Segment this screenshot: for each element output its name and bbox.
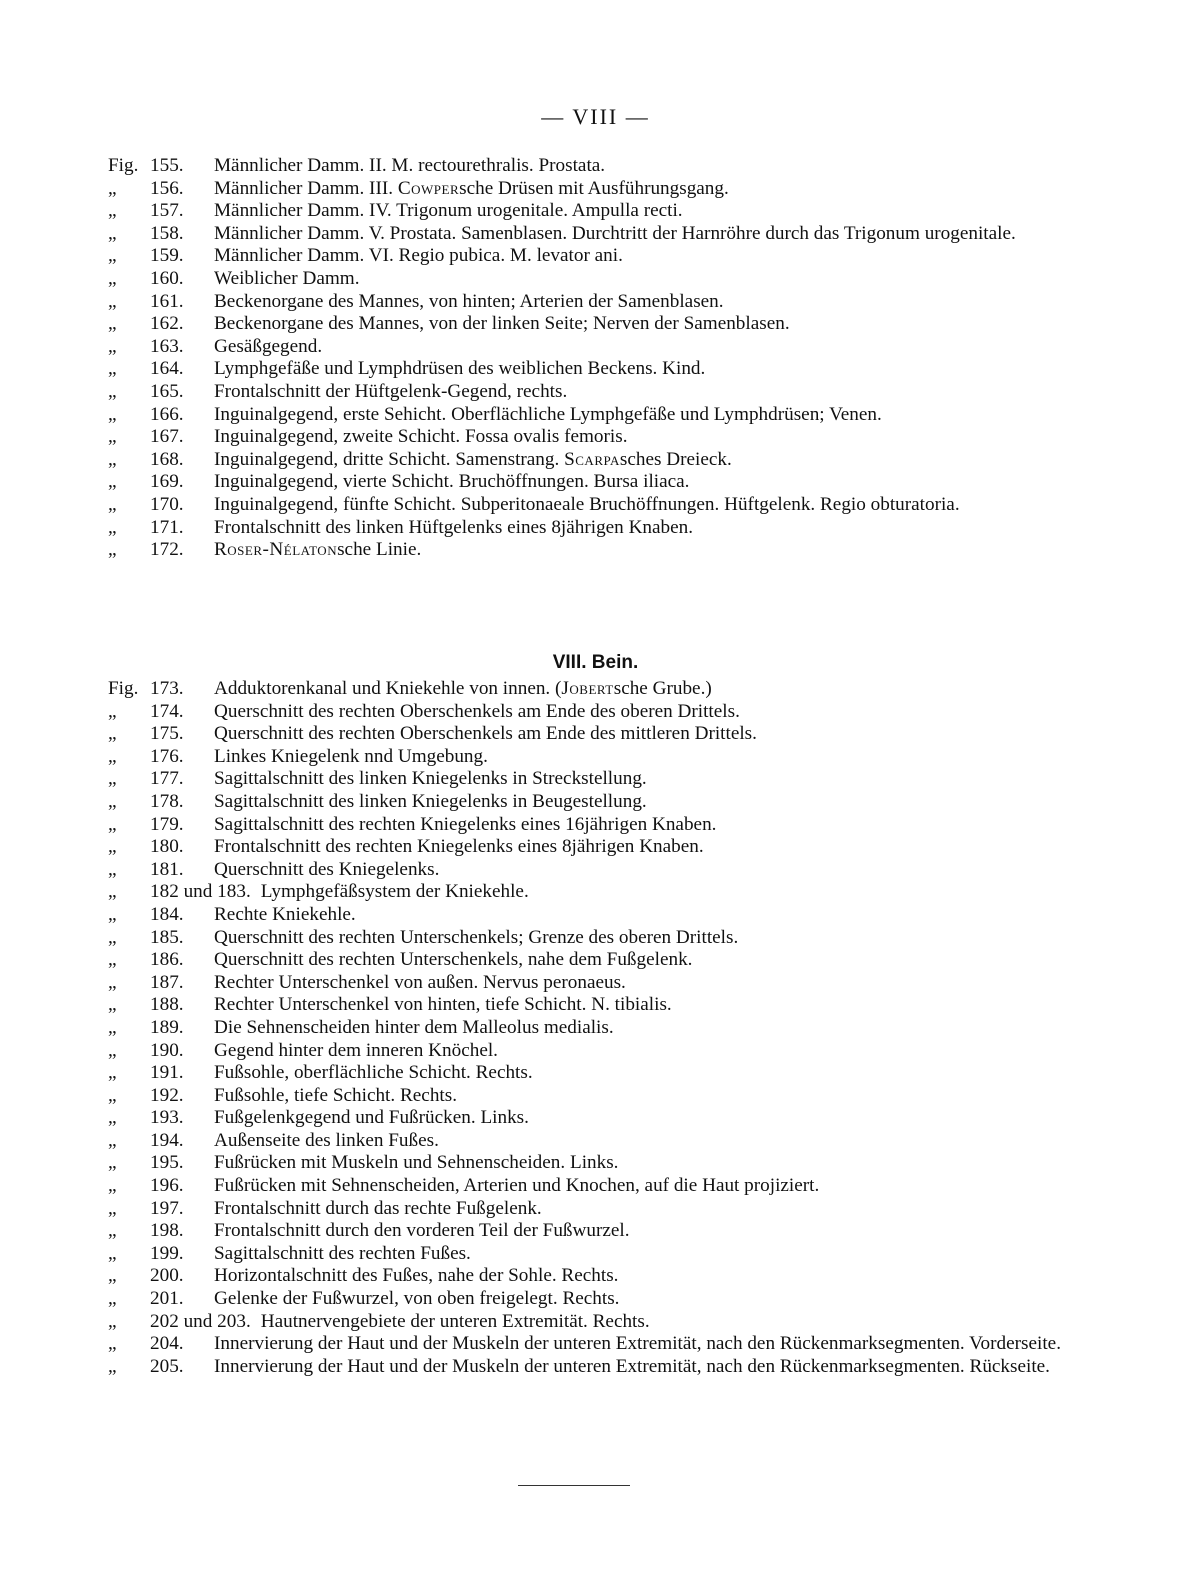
figure-caption: Frontalschnitt des linken Hüftgelenks eines 8jährigen Knaben.	[214, 516, 694, 538]
figure-prefix: „	[108, 1310, 117, 1332]
figure-number: 175.	[150, 723, 184, 745]
figure-number: 193.	[150, 1107, 184, 1129]
figure-entry	[108, 1243, 1068, 1266]
figure-prefix: „	[108, 1084, 117, 1106]
figure-number: 194.	[150, 1129, 184, 1151]
figure-caption: Die Sehnenscheiden hinter dem Malleolus medialis.	[214, 1016, 614, 1038]
figure-number: 201.	[150, 1288, 184, 1310]
figure-entry	[108, 517, 1068, 540]
figure-number: 192.	[150, 1084, 184, 1106]
figure-number: 159.	[150, 245, 184, 267]
figure-entry	[108, 1333, 1068, 1356]
figure-caption: Sagittalschnitt des linken Kniegelenks in Streckstellung.	[214, 768, 647, 790]
figure-caption: Männlicher Damm. IV. Trigonum urogenitale. Ampulla recti.	[214, 200, 683, 222]
figure-entry	[108, 1288, 1068, 1311]
figure-number: 200.	[150, 1265, 184, 1287]
figure-entry	[108, 1130, 1068, 1153]
figure-caption: Männlicher Damm. V. Prostata. Samenblasen. Durchtritt der Harnröhre durch das Trigonum urogenitale.	[214, 222, 1016, 244]
figure-caption: Linkes Kniegelenk nnd Umgebung.	[214, 745, 488, 767]
figure-number: 184.	[150, 903, 184, 925]
figure-prefix: „	[108, 926, 117, 948]
figure-number: 197.	[150, 1197, 184, 1219]
figure-number: 196.	[150, 1175, 184, 1197]
figure-prefix: „	[108, 949, 117, 971]
figure-entry	[108, 449, 1068, 472]
figure-caption: Inguinalgegend, erste Sehicht. Oberflächliche Lymphgefäße und Lymphdrüsen; Venen.	[214, 403, 882, 425]
figure-entry	[108, 1220, 1068, 1243]
figure-caption: Querschnitt des rechten Unterschenkels; Grenze des oberen Drittels.	[214, 926, 739, 948]
figure-entry	[108, 336, 1068, 359]
figure-entry	[108, 426, 1068, 449]
figure-caption: Fußrücken mit Sehnenscheiden, Arterien und Knochen, auf die Haut projiziert.	[214, 1175, 820, 1197]
figure-prefix: „	[108, 1129, 117, 1151]
figure-prefix: Fig.	[108, 155, 139, 176]
figure-number: 180.	[150, 836, 184, 858]
figure-caption: Sagittalschnitt des rechten Fußes.	[214, 1242, 471, 1264]
figure-number: 178.	[150, 790, 184, 812]
figure-entry	[108, 746, 1068, 769]
figure-number: 155.	[150, 155, 184, 176]
figure-caption: Frontalschnitt der Hüftgelenk-Gegend, rechts.	[214, 380, 568, 402]
figure-caption	[214, 539, 1068, 562]
figure-list-section-a	[108, 155, 1068, 562]
figure-number: 185.	[150, 926, 184, 948]
figure-entry	[108, 1040, 1068, 1063]
figure-caption: Lymphgefäßsystem der Kniekehle.	[260, 881, 529, 903]
figure-entry	[108, 836, 1068, 859]
figure-entry	[108, 223, 1068, 246]
author-name: Roser-Nélaton	[214, 539, 338, 561]
figure-caption: Rechter Unterschenkel von außen. Nervus peronaeus.	[214, 971, 626, 993]
figure-entry	[108, 155, 1068, 178]
figure-entry	[108, 881, 1068, 904]
figure-number: 167.	[150, 426, 184, 448]
figure-number: 204.	[150, 1333, 184, 1355]
figure-number: 195.	[150, 1152, 184, 1174]
figure-caption: Frontalschnitt durch das rechte Fußgelenk.	[214, 1197, 542, 1219]
figure-caption: Außenseite des linken Fußes.	[214, 1129, 439, 1151]
figure-entry	[108, 200, 1068, 223]
figure-prefix: „	[108, 1175, 117, 1197]
figure-entry	[108, 1062, 1068, 1085]
figure-caption: Gelenke der Fußwurzel, von oben freigelegt. Rechts.	[214, 1288, 620, 1310]
figure-number: 174.	[150, 700, 184, 722]
figure-entry	[108, 245, 1068, 268]
figure-caption: Innervierung der Haut und der Muskeln der unteren Extremität, nach den Rückenmarksegmenten. Vorderseite.	[214, 1333, 1061, 1355]
figure-entry	[108, 723, 1068, 746]
figure-number: 177.	[150, 768, 184, 790]
figure-prefix: „	[108, 1016, 117, 1038]
figure-prefix: „	[108, 380, 117, 402]
figure-prefix: „	[108, 245, 117, 267]
figure-entry	[108, 291, 1068, 314]
figure-entry	[108, 791, 1068, 814]
figure-caption: Horizontalschnitt des Fußes, nahe der Sohle. Rechts.	[214, 1265, 619, 1287]
figure-prefix: „	[108, 539, 117, 561]
figure-entry	[108, 678, 1068, 701]
figure-number: 191.	[150, 1062, 184, 1084]
figure-number: 173.	[150, 678, 184, 699]
figure-entry	[108, 904, 1068, 927]
figure-entry	[108, 949, 1068, 972]
figure-number: 172.	[150, 539, 184, 561]
figure-caption: Gegend hinter dem inneren Knöchel.	[214, 1039, 498, 1061]
figure-entry	[108, 994, 1068, 1017]
figure-prefix: „	[108, 1242, 117, 1264]
figure-number: 198.	[150, 1220, 184, 1242]
figure-entry	[108, 972, 1068, 995]
figure-prefix: „	[108, 493, 117, 515]
figure-number: 162.	[150, 313, 184, 335]
figure-caption: Sagittalschnitt des linken Kniegelenks in Beugestellung.	[214, 790, 647, 812]
figure-number: 160.	[150, 267, 184, 289]
figure-entry	[108, 1198, 1068, 1221]
figure-caption: Weiblicher Damm.	[214, 267, 360, 289]
figure-entry	[108, 859, 1068, 882]
figure-caption: Hautnervengebiete der unteren Extremität. Rechts.	[260, 1310, 650, 1332]
figure-entry	[108, 1265, 1068, 1288]
figure-prefix: „	[108, 700, 117, 722]
figure-prefix: „	[108, 768, 117, 790]
figure-entry	[108, 268, 1068, 291]
figure-entry	[108, 358, 1068, 381]
figure-caption: Männlicher Damm. II. M. rectourethralis. Prostata.	[214, 155, 606, 176]
figure-caption: Beckenorgane des Mannes, von hinten; Arterien der Samenblasen.	[214, 290, 724, 312]
figure-number: 181.	[150, 858, 184, 880]
figure-caption: Inguinalgegend, zweite Schicht. Fossa ovalis femoris.	[214, 426, 628, 448]
figure-prefix: „	[108, 177, 117, 199]
figure-prefix: „	[108, 358, 117, 380]
figure-prefix: „	[108, 723, 117, 745]
figure-caption: Fußrücken mit Muskeln und Sehnenscheiden. Links.	[214, 1152, 619, 1174]
figure-caption: Innervierung der Haut und der Muskeln der unteren Extremität, nach den Rückenmarksegmenten. Rückseite.	[214, 1355, 1050, 1377]
figure-caption: Querschnitt des rechten Oberschenkels am Ende des oberen Drittels.	[214, 700, 740, 722]
figure-caption: Frontalschnitt durch den vorderen Teil der Fußwurzel.	[214, 1220, 630, 1242]
figure-prefix: „	[108, 516, 117, 538]
figure-prefix: „	[108, 200, 117, 222]
figure-prefix: „	[108, 858, 117, 880]
figure-caption: Lymphgefäße und Lymphdrüsen des weiblichen Beckens. Kind.	[214, 358, 706, 380]
figure-caption: Querschnitt des rechten Oberschenkels am Ende des mittleren Drittels.	[214, 723, 757, 745]
figure-number: 182 und 183.	[150, 881, 251, 903]
figure-caption: Beckenorgane des Mannes, von der linken Seite; Nerven der Samenblasen.	[214, 313, 790, 335]
figure-number: 186.	[150, 949, 184, 971]
figure-caption	[214, 678, 1068, 701]
figure-number: 171.	[150, 516, 184, 538]
figure-number: 168.	[150, 448, 184, 470]
figure-list-section-b	[108, 678, 1068, 1378]
figure-prefix: „	[108, 813, 117, 835]
figure-prefix: „	[108, 1220, 117, 1242]
figure-prefix: „	[108, 745, 117, 767]
figure-entry	[108, 927, 1068, 950]
figure-caption: Fußgelenkgegend und Fußrücken. Links.	[214, 1107, 529, 1129]
figure-prefix: „	[108, 971, 117, 993]
figure-entry	[108, 1311, 1068, 1334]
author-name: Scarpa	[564, 448, 620, 470]
figure-caption: Inguinalgegend, fünfte Schicht. Subperitonaeale Bruchöffnungen. Hüftgelenk. Regio obturatoria.	[214, 493, 960, 515]
figure-prefix: „	[108, 1333, 117, 1355]
figure-caption: Männlicher Damm. VI. Regio pubica. M. levator ani.	[214, 245, 623, 267]
figure-prefix: „	[108, 267, 117, 289]
figure-prefix: „	[108, 1039, 117, 1061]
figure-number: 190.	[150, 1039, 184, 1061]
figure-prefix: „	[108, 1355, 117, 1377]
figure-caption: Rechter Unterschenkel von hinten, tiefe Schicht. N. tibialis.	[214, 994, 672, 1016]
figure-entry	[108, 178, 1068, 201]
figure-prefix: „	[108, 1265, 117, 1287]
figure-prefix: „	[108, 403, 117, 425]
figure-number: 176.	[150, 745, 184, 767]
figure-caption: Gesäßgegend.	[214, 335, 323, 357]
caption-text: Inguinalgegend, dritte Schicht. Samenstrang.	[214, 448, 565, 470]
figure-entry	[108, 494, 1068, 517]
figure-prefix: „	[108, 471, 117, 493]
figure-prefix: „	[108, 790, 117, 812]
figure-entry	[108, 1175, 1068, 1198]
figure-prefix: Fig.	[108, 678, 139, 699]
figure-entry	[108, 1085, 1068, 1108]
figure-entry	[108, 404, 1068, 427]
figure-entry	[108, 471, 1068, 494]
caption-text: sche Linie.	[337, 539, 422, 561]
footer-rule	[518, 1485, 630, 1486]
figure-number: 166.	[150, 403, 184, 425]
figure-prefix: „	[108, 1062, 117, 1084]
figure-entry	[108, 814, 1068, 837]
figure-number: 165.	[150, 380, 184, 402]
figure-entry	[108, 1356, 1068, 1379]
figure-number: 188.	[150, 994, 184, 1016]
figure-number: 199.	[150, 1242, 184, 1264]
figure-caption: Querschnitt des rechten Unterschenkels, nahe dem Fußgelenk.	[214, 949, 693, 971]
figure-entry	[108, 313, 1068, 336]
caption-text: Adduktorenkanal und Kniekehle von innen. (	[214, 678, 562, 699]
author-name: Cowper	[397, 177, 460, 199]
figure-number: 161.	[150, 290, 184, 312]
figure-prefix: „	[108, 448, 117, 470]
caption-text: sche Drüsen mit Ausführungsgang.	[459, 177, 729, 199]
figure-number: 187.	[150, 971, 184, 993]
figure-caption: Sagittalschnitt des rechten Kniegelenks eines 16jährigen Knaben.	[214, 813, 717, 835]
figure-prefix: „	[108, 222, 117, 244]
caption-text: Männlicher Damm. III.	[214, 177, 398, 199]
figure-entry	[108, 768, 1068, 791]
figure-prefix: „	[108, 881, 117, 903]
figure-number: 189.	[150, 1016, 184, 1038]
figure-prefix: „	[108, 1107, 117, 1129]
figure-entry	[108, 1107, 1068, 1130]
figure-caption: Querschnitt des Kniegelenks.	[214, 858, 440, 880]
author-name: Jobert	[561, 678, 614, 699]
figure-entry	[108, 539, 1068, 562]
figure-prefix: „	[108, 313, 117, 335]
figure-entry	[108, 701, 1068, 724]
figure-entry	[108, 1152, 1068, 1175]
figure-entry	[108, 1017, 1068, 1040]
figure-prefix: „	[108, 1288, 117, 1310]
figure-prefix: „	[108, 903, 117, 925]
figure-number: 157.	[150, 200, 184, 222]
figure-number: 179.	[150, 813, 184, 835]
figure-prefix: „	[108, 290, 117, 312]
figure-caption: Fußsohle, oberflächliche Schicht. Rechts.	[214, 1062, 533, 1084]
figure-number: 158.	[150, 222, 184, 244]
figure-caption: Rechte Kniekehle.	[214, 903, 356, 925]
figure-prefix: „	[108, 335, 117, 357]
figure-prefix: „	[108, 836, 117, 858]
figure-number: 202 und 203.	[150, 1310, 251, 1332]
caption-text: sches Dreieck.	[619, 448, 732, 470]
figure-caption	[214, 178, 1068, 201]
figure-prefix: „	[108, 994, 117, 1016]
figure-number: 164.	[150, 358, 184, 380]
figure-number: 170.	[150, 493, 184, 515]
section-heading-bein: VIII. Bein.	[552, 652, 639, 673]
figure-number: 156.	[150, 177, 184, 199]
figure-entry	[108, 381, 1068, 404]
figure-number: 205.	[150, 1355, 184, 1377]
figure-prefix: „	[108, 1152, 117, 1174]
caption-text: sche Grube.)	[613, 678, 712, 699]
figure-number: 169.	[150, 471, 184, 493]
figure-caption: Inguinalgegend, vierte Schicht. Bruchöffnungen. Bursa iliaca.	[214, 471, 690, 493]
figure-caption: Fußsohle, tiefe Schicht. Rechts.	[214, 1084, 458, 1106]
figure-prefix: „	[108, 426, 117, 448]
figure-number: 163.	[150, 335, 184, 357]
figure-prefix: „	[108, 1197, 117, 1219]
figure-caption	[214, 449, 1068, 472]
figure-caption: Frontalschnitt des rechten Kniegelenks eines 8jährigen Knaben.	[214, 836, 704, 858]
page-number: — VIII —	[541, 104, 650, 129]
